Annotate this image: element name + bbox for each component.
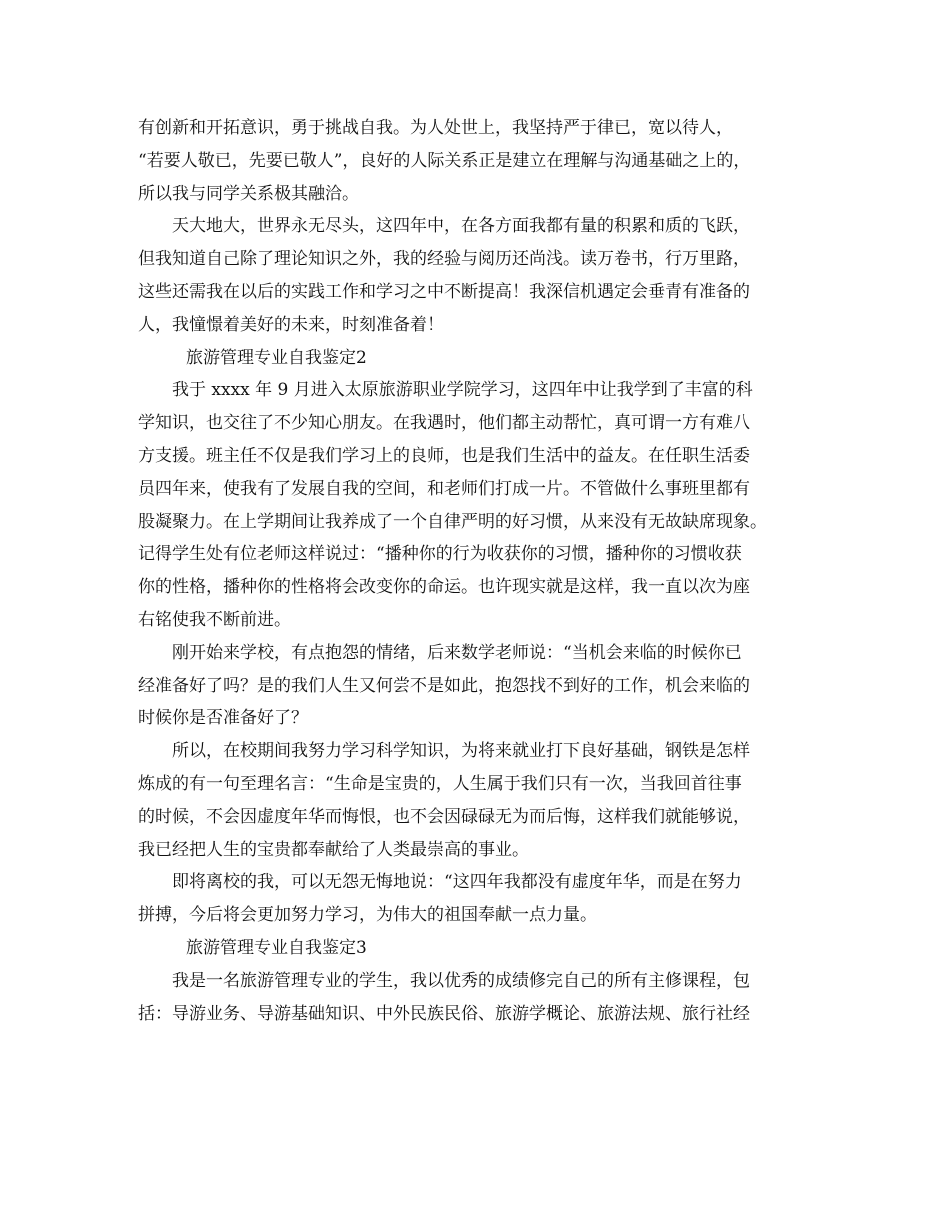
text-line: “若要人敬已，先要已敬人”，良好的人际关系正是建立在理解与沟通基础之上的， bbox=[138, 150, 751, 171]
text-line: 拼搏，今后将会更加努力学习，为伟大的祖国奉献一点力量。 bbox=[138, 905, 597, 926]
text-line: 即将离校的我，可以无怨无悔地说：“这四年我都没有虚度年华，而是在努力 bbox=[172, 872, 742, 893]
text-line: 方支援。班主任不仅是我们学习上的良师，也是我们生活中的益友。在任职生活委 bbox=[138, 445, 750, 466]
text-line: 学知识，也交往了不少知心朋友。在我遇时，他们都主动帮忙，真可谓一方有难八 bbox=[138, 413, 750, 434]
text-line: 时候你是否准备好了？ bbox=[138, 708, 308, 729]
text-line: 人，我憧憬着美好的未来，时刻准备着！ bbox=[138, 314, 444, 335]
text-line: 我于 xxxx 年 9 月进入太原旅游职业学院学习，这四年中让我学到了丰富的科 bbox=[172, 380, 753, 401]
text-line: 所以，在校期间我努力学习科学知识，为将来就业打下良好基础，钢铁是怎样 bbox=[172, 741, 750, 762]
text-line: 我已经把人生的宝贵都奉献给了人类最崇高的事业。 bbox=[138, 839, 529, 860]
section-heading: 旅游管理专业自我鉴定2 bbox=[186, 347, 367, 368]
text-line: 右铭使我不断前进。 bbox=[138, 609, 291, 630]
text-line: 经准备好了吗？是的我们人生又何尝不是如此，抱怨找不到好的工作，机会来临的 bbox=[138, 675, 750, 696]
text-line: 天大地大，世界永无尽头，这四年中，在各方面我都有量的积累和质的飞跃， bbox=[172, 216, 750, 237]
text-line: 刚开始来学校，有点抱怨的情绪，后来数学老师说：“当机会来临的时候你已 bbox=[172, 642, 742, 663]
section-heading: 旅游管理专业自我鉴定3 bbox=[186, 937, 367, 958]
text-line: 你的性格，播种你的性格将会改变你的命运。也许现实就是这样，我一直以次为座 bbox=[138, 577, 750, 598]
document-body bbox=[138, 112, 828, 1030]
text-line: 的时候，不会因虚度年华而悔恨，也不会因碌碌无为而后悔，这样我们就能够说， bbox=[138, 806, 750, 827]
text-line: 股凝聚力。在上学期间让我养成了一个自律严明的好习惯，从来没有无故缺席现象。 bbox=[138, 511, 767, 532]
text-line: 员四年来，使我有了发展自我的空间，和老师们打成一片。不管做什么事班里都有 bbox=[138, 478, 750, 499]
text-line: 记得学生处有位老师这样说过：“播种你的行为收获你的习惯，播种你的习惯收获 bbox=[138, 544, 742, 565]
text-line: 这些还需我在以后的实践工作和学习之中不断提高！我深信机遇定会垂青有准备的 bbox=[138, 281, 750, 302]
text-line: 但我知道自己除了理论知识之外，我的经验与阅历还尚浅。读万卷书，行万里路， bbox=[138, 249, 750, 270]
text-line: 括：导游业务、导游基础知识、中外民族民俗、旅游学概论、旅游法规、旅行社经 bbox=[138, 1003, 750, 1024]
text-line: 炼成的有一句至理名言：“生命是宝贵的，人生属于我们只有一次，当我回首往事 bbox=[138, 773, 742, 794]
text-line: 所以我与同学关系极其融洽。 bbox=[138, 183, 359, 204]
text-line: 我是一名旅游管理专业的学生，我以优秀的成绩修完自己的所有主修课程，包 bbox=[172, 970, 750, 991]
text-line: 有创新和开拓意识，勇于挑战自我。为人处世上，我坚持严于律已，宽以待人， bbox=[138, 118, 733, 138]
